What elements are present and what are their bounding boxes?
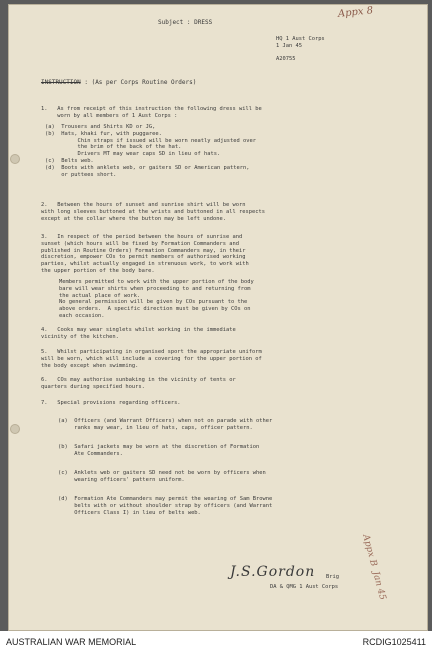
paragraph-line: (b) Hats, khaki fur, with puggaree. [45, 130, 162, 137]
paragraph-line: the upper portion of the body bare. [41, 267, 155, 274]
paragraph-line: belts with or without shoulder strap by officers (and Warrant [58, 502, 273, 509]
paragraph-line: 5. Whilst participating in organised sport the appropriate uniform [41, 349, 262, 355]
paragraph-line: (d) Formation Ate Commanders may permit the wearing of Sam Browne [58, 496, 273, 502]
signature: J.S.Gordon [230, 564, 316, 580]
instruction-title [41, 80, 196, 87]
reference-line: 1 Jan 45 [276, 42, 302, 49]
paragraph [58, 496, 272, 516]
paragraph-line: parties, whilst actually engaged in strenuous work, to work with [41, 261, 249, 268]
paragraph-line: bare will wear shirts when proceeding to and returning from [59, 285, 251, 292]
archive-id: RCDIG1025411 [362, 637, 426, 647]
paragraph-line: wearing officers' pattern uniform. [58, 476, 185, 483]
side-annotation: Appx B Jan 45 [360, 533, 388, 602]
paragraph [41, 349, 262, 369]
paragraph-line: or puttees short. [45, 171, 117, 178]
paragraph [58, 418, 272, 432]
paragraph-line: vicinity of the kitchen. [41, 333, 119, 340]
paragraph [59, 279, 254, 320]
paragraph-line: 3. In respect of the period between the hours of sunrise and [41, 234, 243, 240]
document-page [8, 4, 428, 631]
paragraph-line: sunset (which hours will be fixed by Formation Commanders and [41, 240, 239, 247]
paragraph-line: 7. Special provisions regarding officers. [41, 400, 181, 406]
reference-line [276, 50, 325, 57]
paragraph-line: (d) Boots with anklets web, or gaiters SD or American pattern, [45, 164, 250, 171]
paragraph-line: the brim of the back of the hat. [45, 144, 182, 151]
subject-line: Subject : DRESS [158, 19, 213, 26]
reference-line: A20755 [276, 56, 296, 63]
paragraph-line: 6. COs may authorise sunbaking in the vicinity of tents or [41, 377, 236, 383]
paragraph [41, 327, 236, 341]
paragraph-line: above orders. A specific direction must be given by COs on [59, 306, 251, 313]
paragraph-line: (a) Officers (and Warrant Officers) when not on parade with other [58, 418, 273, 424]
paragraph-line: No general permission will be given by COs pursuant to the [59, 299, 248, 306]
paragraph [58, 470, 266, 484]
paragraph-line: 2. Between the hours of sunset and sunrise shirt will be worn [41, 202, 246, 208]
punch-hole [10, 424, 20, 434]
reference-line: HQ 1 Aust Corps [276, 36, 325, 42]
paragraph-line: except at the collar where the button may be left undone. [41, 215, 226, 222]
paragraph-line: (c) Belts web. [45, 157, 94, 164]
paragraph-line: (c) Anklets web or gaiters SD need not be worn by officers when [58, 470, 266, 476]
paragraph-line: ranks may wear, in lieu of hats, caps, officer pattern. [58, 424, 253, 431]
paragraph-line: Officers Class I) in lieu of belts web. [58, 509, 201, 516]
title-word: INSTRUCTION [41, 79, 81, 86]
reference-block [276, 36, 325, 63]
signatory-title: DA & QMG 1 Aust Corps [270, 584, 339, 590]
archive-name: AUSTRALIAN WAR MEMORIAL [6, 637, 137, 647]
paragraph [41, 377, 236, 391]
paragraph-line: Drivers MT may wear caps SD in lieu of hats. [45, 151, 221, 158]
paragraph-line: Ate Commanders. [58, 450, 123, 457]
paragraph-line: the body except when swimming. [41, 362, 139, 369]
paragraph [58, 444, 259, 458]
paragraph-line: Chin straps if issued will be worn neatly adjusted over [45, 137, 256, 144]
paragraph-line: 1. As from receipt of this instruction the following dress will be [41, 106, 262, 112]
paragraph [41, 400, 181, 407]
paragraph [41, 234, 249, 275]
paragraph-line: each occasion. [59, 312, 105, 319]
paragraph-line: (a) Trousers and Shirts KD or JG, [45, 124, 156, 130]
paragraph [41, 202, 265, 222]
paragraph-line: 4. Cooks may wear singlets whilst working in the immediate [41, 327, 236, 333]
paragraph-line: will be worn, which will include a covering for the upper portion of [41, 355, 262, 362]
paragraph [41, 106, 262, 120]
paragraph [45, 124, 256, 178]
paragraph-line: worn by all members of 1 Aust Corps : [41, 112, 178, 119]
punch-hole [10, 154, 20, 164]
paragraph-line: (b) Safari jackets may be worn at the discretion of Formation [58, 444, 260, 450]
paragraph-line: quarters during specified hours. [41, 383, 145, 390]
paragraph-line: published in Routine Orders) Formation Commanders may, in their [41, 247, 246, 254]
handwritten-annotation: Appx 8 [337, 5, 374, 20]
signatory-rank: Brig [326, 574, 339, 580]
paragraph-line: the actual place of work. [59, 292, 141, 299]
paragraph-line: with long sleeves buttoned at the wrists and buttoned in all respects [41, 208, 265, 215]
paragraph-line: discretion, empower COs to permit members of authorised working [41, 254, 246, 261]
title-rest: : (As per Corps Routine Orders) [80, 79, 197, 86]
paragraph-line: Members permitted to work with the upper portion of the body [59, 279, 254, 285]
archive-footer [0, 631, 432, 654]
